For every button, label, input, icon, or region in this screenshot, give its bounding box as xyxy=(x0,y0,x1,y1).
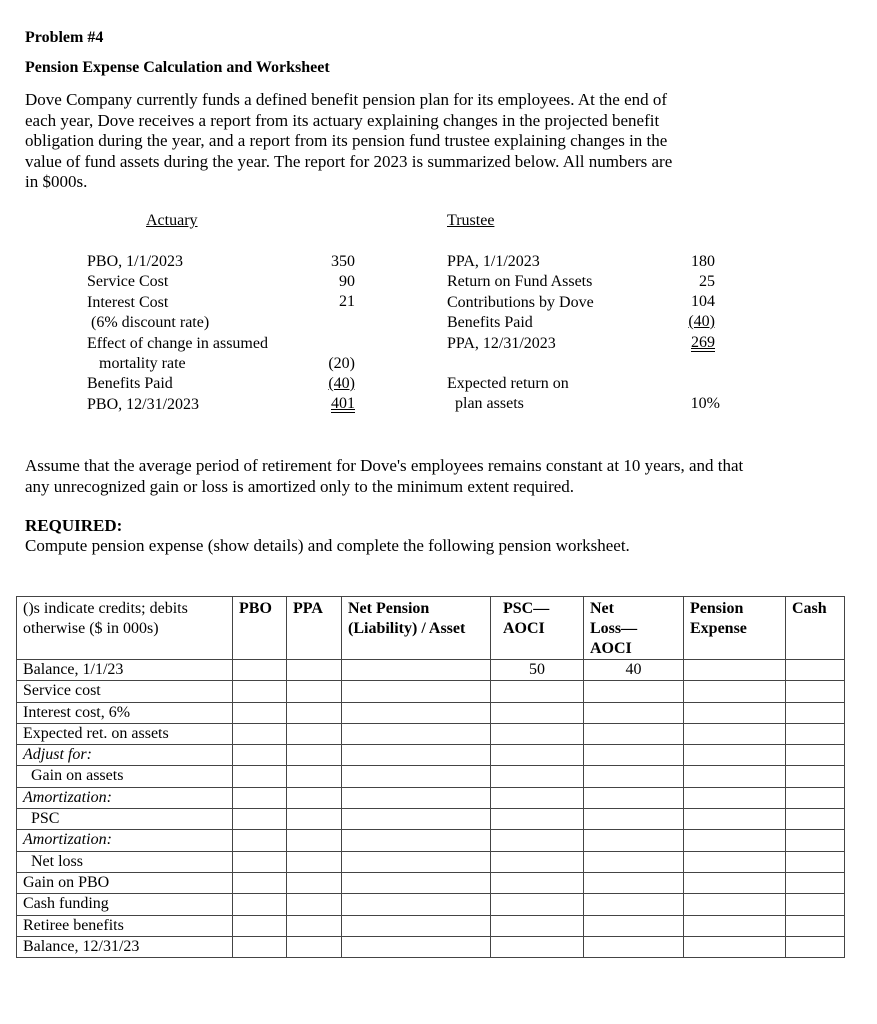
table-row xyxy=(17,766,845,787)
intro-line: each year, Dove receives a report from its actuary explaining changes in the projected benefit xyxy=(25,110,660,130)
trustee-label: PPA, 12/31/2023 xyxy=(447,334,556,352)
cell-ppa[interactable] xyxy=(287,766,342,787)
trustee-expected-return-label xyxy=(447,374,569,415)
cell-net-loss-aoci[interactable]: 40 xyxy=(584,660,684,681)
cell-cash[interactable] xyxy=(786,809,845,830)
table-row xyxy=(17,660,845,681)
cell-pension-expense[interactable] xyxy=(684,851,786,872)
cell-net-pension[interactable] xyxy=(342,872,491,893)
cell-pbo[interactable] xyxy=(233,830,287,851)
header-net-pension: Net Pension (Liability) / Asset xyxy=(342,597,491,660)
trustee-label: PPA, 1/1/2023 xyxy=(447,253,540,270)
assumption-line: Assume that the average period of retirement for Dove's employees remains constant at 10 years, and that xyxy=(25,456,744,475)
cell-psc-aoci[interactable] xyxy=(491,723,584,744)
header-pension-expense: Pension Expense xyxy=(684,597,786,660)
cell-psc-aoci[interactable] xyxy=(491,830,584,851)
trustee-value-contributions: 104 xyxy=(691,293,715,310)
cell-cash[interactable] xyxy=(786,723,845,744)
cell-psc-aoci[interactable] xyxy=(491,915,584,936)
cell-psc-aoci[interactable] xyxy=(491,936,584,957)
table-row xyxy=(17,809,845,830)
cell-net-pension[interactable] xyxy=(342,915,491,936)
row-label: Service cost xyxy=(17,681,233,702)
cell-pension-expense[interactable] xyxy=(684,915,786,936)
cell-net-loss-aoci[interactable] xyxy=(584,830,684,851)
cell-net-pension[interactable] xyxy=(342,766,491,787)
trustee-labels xyxy=(447,252,594,354)
cell-net-loss-aoci[interactable] xyxy=(584,723,684,744)
cell-net-pension[interactable] xyxy=(342,851,491,872)
table-row xyxy=(17,830,845,851)
cell-cash[interactable] xyxy=(786,702,845,723)
cell-cash[interactable] xyxy=(786,787,845,808)
cell-ppa[interactable] xyxy=(287,830,342,851)
cell-pension-expense[interactable] xyxy=(684,745,786,766)
assumption-line: any unrecognized gain or loss is amortized only to the minimum extent required. xyxy=(25,476,575,496)
trustee-label: Benefits Paid xyxy=(447,314,533,332)
cell-cash[interactable] xyxy=(786,915,845,936)
cell-net-loss-aoci[interactable] xyxy=(584,872,684,893)
actuary-value-benefits-paid: (40) xyxy=(328,375,355,392)
cell-pbo[interactable] xyxy=(233,766,287,787)
cell-cash[interactable] xyxy=(786,936,845,957)
cell-net-loss-aoci[interactable] xyxy=(584,851,684,872)
cell-net-pension[interactable] xyxy=(342,936,491,957)
cell-net-pension[interactable] xyxy=(342,702,491,723)
row-label: Net loss xyxy=(17,851,233,872)
cell-ppa[interactable] xyxy=(287,872,342,893)
cell-psc-aoci[interactable] xyxy=(491,702,584,723)
cell-ppa[interactable] xyxy=(287,681,342,702)
header-psc-aoci: PSC— AOCI xyxy=(491,597,584,660)
cell-pension-expense[interactable] xyxy=(684,809,786,830)
actuary-value-pbo-begin: 350 xyxy=(331,253,355,270)
cell-pbo[interactable] xyxy=(233,660,287,681)
table-row xyxy=(17,723,845,744)
header-cash: Cash xyxy=(786,597,845,660)
cell-net-pension[interactable] xyxy=(342,660,491,681)
cell-psc-aoci[interactable]: 50 xyxy=(491,660,584,681)
worksheet-header-row xyxy=(17,597,845,660)
row-label: Retiree benefits xyxy=(17,915,233,936)
required-title: REQUIRED: xyxy=(25,516,123,535)
cell-pension-expense[interactable] xyxy=(684,702,786,723)
cell-psc-aoci[interactable] xyxy=(491,681,584,702)
cell-psc-aoci[interactable] xyxy=(491,872,584,893)
cell-pbo[interactable] xyxy=(233,809,287,830)
table-row xyxy=(17,702,845,723)
cell-cash[interactable] xyxy=(786,830,845,851)
cell-psc-aoci[interactable] xyxy=(491,851,584,872)
cell-psc-aoci[interactable] xyxy=(491,894,584,915)
trustee-value-ppa-begin: 180 xyxy=(691,253,715,270)
cell-ppa[interactable] xyxy=(287,894,342,915)
cell-net-loss-aoci[interactable] xyxy=(584,915,684,936)
cell-pbo[interactable] xyxy=(233,872,287,893)
cell-net-pension[interactable] xyxy=(342,787,491,808)
intro-line: Dove Company currently funds a defined benefit pension plan for its employees. At the end of xyxy=(25,90,668,109)
actuary-title: Actuary xyxy=(146,212,198,229)
cell-net-loss-aoci[interactable] xyxy=(584,745,684,766)
cell-net-pension[interactable] xyxy=(342,809,491,830)
header-net-loss-aoci: Net Loss— AOCI xyxy=(584,597,684,660)
row-label: Gain on assets xyxy=(17,766,233,787)
table-row xyxy=(17,787,845,808)
row-label: PSC xyxy=(17,809,233,830)
row-label: Amortization: xyxy=(17,787,233,808)
actuary-label: (6% discount rate) xyxy=(87,314,210,332)
cell-ppa[interactable] xyxy=(287,745,342,766)
cell-ppa[interactable] xyxy=(287,936,342,957)
row-label: Gain on PBO xyxy=(17,872,233,893)
cell-net-pension[interactable] xyxy=(342,681,491,702)
actuary-value-pbo-end: 401 xyxy=(331,395,355,412)
cell-pbo[interactable] xyxy=(233,936,287,957)
trustee-label: Contributions by Dove xyxy=(447,293,594,311)
cell-pbo[interactable] xyxy=(233,894,287,915)
cell-net-loss-aoci[interactable] xyxy=(584,894,684,915)
table-row xyxy=(17,851,845,872)
cell-cash[interactable] xyxy=(786,872,845,893)
cell-ppa[interactable] xyxy=(287,723,342,744)
cell-net-loss-aoci[interactable] xyxy=(584,809,684,830)
cell-pension-expense[interactable] xyxy=(684,766,786,787)
page-heading: Pension Expense Calculation and Worksheet xyxy=(25,59,330,76)
row-label: Adjust for: xyxy=(17,745,233,766)
trustee-value-benefits-paid: (40) xyxy=(688,313,715,330)
actuary-label: Interest Cost xyxy=(87,293,169,311)
intro-line: obligation during the year, and a report from its pension fund trustee explaining changes in the xyxy=(25,131,668,150)
cell-pbo[interactable] xyxy=(233,702,287,723)
cell-cash[interactable] xyxy=(786,766,845,787)
cell-ppa[interactable] xyxy=(287,915,342,936)
cell-pbo[interactable] xyxy=(233,915,287,936)
trustee-label: plan assets xyxy=(447,395,524,413)
header-description: ()s indicate credits; debits otherwise ($ in 000s) xyxy=(17,597,233,660)
cell-cash[interactable] xyxy=(786,660,845,681)
cell-cash[interactable] xyxy=(786,851,845,872)
actuary-label: Service Cost xyxy=(87,273,169,291)
cell-pension-expense[interactable] xyxy=(684,681,786,702)
cell-net-loss-aoci[interactable] xyxy=(584,681,684,702)
trustee-value-return: 25 xyxy=(699,273,715,290)
cell-pension-expense[interactable] xyxy=(684,894,786,915)
trustee-value-expected-return: 10% xyxy=(690,395,720,412)
actuary-value-interest-cost: 21 xyxy=(339,293,355,310)
cell-pension-expense[interactable] xyxy=(684,872,786,893)
row-label: Interest cost, 6% xyxy=(17,702,233,723)
trustee-title: Trustee xyxy=(447,212,495,229)
cell-psc-aoci[interactable] xyxy=(491,745,584,766)
cell-net-pension[interactable] xyxy=(342,723,491,744)
pension-worksheet xyxy=(16,596,845,958)
table-row xyxy=(17,745,845,766)
cell-psc-aoci[interactable] xyxy=(491,766,584,787)
row-label: Cash funding xyxy=(17,894,233,915)
required-text: Compute pension expense (show details) and complete the following pension worksheet. xyxy=(25,536,630,555)
cell-net-pension[interactable] xyxy=(342,894,491,915)
actuary-label: PBO, 12/31/2023 xyxy=(87,395,200,413)
row-label: Balance, 1/1/23 xyxy=(17,660,233,681)
cell-net-loss-aoci[interactable] xyxy=(584,766,684,787)
intro-line: value of fund assets during the year. The report for 2023 is summarized below. All numbers are xyxy=(25,151,673,171)
assumption-paragraph xyxy=(25,456,825,497)
cell-pbo[interactable] xyxy=(233,723,287,744)
cell-ppa[interactable] xyxy=(287,809,342,830)
cell-pension-expense[interactable] xyxy=(684,723,786,744)
cell-pbo[interactable] xyxy=(233,851,287,872)
cell-net-pension[interactable] xyxy=(342,745,491,766)
cell-cash[interactable] xyxy=(786,681,845,702)
actuary-value-service-cost: 90 xyxy=(339,273,355,290)
cell-psc-aoci[interactable] xyxy=(491,787,584,808)
header-ppa: PPA xyxy=(287,597,342,660)
cell-pbo[interactable] xyxy=(233,681,287,702)
row-label: Expected ret. on assets xyxy=(17,723,233,744)
actuary-label: Benefits Paid xyxy=(87,375,173,393)
actuary-labels xyxy=(87,252,268,415)
cell-net-loss-aoci[interactable] xyxy=(584,787,684,808)
table-row xyxy=(17,872,845,893)
cell-ppa[interactable] xyxy=(287,702,342,723)
cell-pension-expense[interactable] xyxy=(684,660,786,681)
cell-cash[interactable] xyxy=(786,894,845,915)
cell-net-loss-aoci[interactable] xyxy=(584,936,684,957)
cell-pension-expense[interactable] xyxy=(684,830,786,851)
cell-ppa[interactable] xyxy=(287,660,342,681)
cell-pension-expense[interactable] xyxy=(684,936,786,957)
row-label: Amortization: xyxy=(17,830,233,851)
table-row xyxy=(17,936,845,957)
cell-pension-expense[interactable] xyxy=(684,787,786,808)
cell-psc-aoci[interactable] xyxy=(491,809,584,830)
cell-net-pension[interactable] xyxy=(342,830,491,851)
cell-pbo[interactable] xyxy=(233,745,287,766)
table-row xyxy=(17,681,845,702)
actuary-label: Effect of change in assumed xyxy=(87,334,268,352)
cell-cash[interactable] xyxy=(786,745,845,766)
actuary-value-mortality-change: (20) xyxy=(328,355,355,372)
problem-number: Problem #4 xyxy=(25,29,104,46)
cell-ppa[interactable] xyxy=(287,787,342,808)
actuary-label: mortality rate xyxy=(87,355,186,373)
row-label: Balance, 12/31/23 xyxy=(17,936,233,957)
trustee-label: Return on Fund Assets xyxy=(447,273,593,291)
table-row xyxy=(17,894,845,915)
cell-ppa[interactable] xyxy=(287,851,342,872)
intro-line: in $000s. xyxy=(25,172,88,191)
header-pbo: PBO xyxy=(233,597,287,660)
table-row xyxy=(17,915,845,936)
cell-pbo[interactable] xyxy=(233,787,287,808)
trustee-label: Expected return on xyxy=(447,375,569,392)
actuary-label: PBO, 1/1/2023 xyxy=(87,253,184,270)
trustee-value-ppa-end: 269 xyxy=(691,334,715,351)
intro-paragraph xyxy=(25,90,745,193)
cell-net-loss-aoci[interactable] xyxy=(584,702,684,723)
